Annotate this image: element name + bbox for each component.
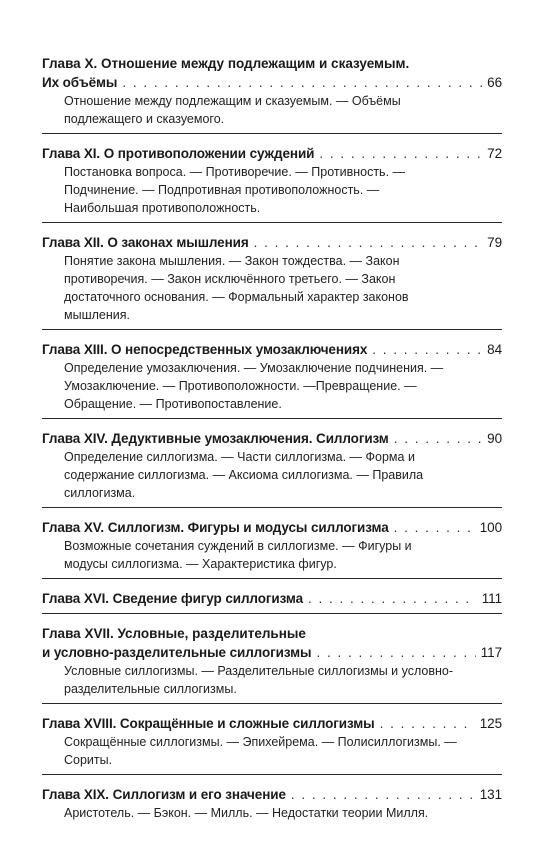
toc-heading xyxy=(42,340,502,359)
page-number: 125 xyxy=(479,716,502,731)
toc-entry-xvi[interactable] xyxy=(42,589,502,614)
subtopic-line: Наибольшая противоположность. xyxy=(64,201,261,215)
page-number: 117 xyxy=(480,645,502,660)
toc-subtopics xyxy=(42,252,502,324)
toc-heading xyxy=(42,589,502,608)
subtopic-line: содержание силлогизма. — Аксиома силлогизма. — Правила xyxy=(64,468,424,482)
page-number: 84 xyxy=(487,342,502,357)
subtopic-line: Сокращённые силлогизмы. — Эпихейрема. — Полисиллогизмы. — xyxy=(64,735,457,749)
toc-heading xyxy=(42,233,502,252)
toc-heading-text: Глава XIII. О непосредственных умозаключениях xyxy=(42,342,368,357)
subtopic-line: Возможные сочетания суждений в силлогизме. — Фигуры и xyxy=(64,539,412,553)
subtopic-line: Определение силлогизма. — Части силлогизма. — Форма и xyxy=(64,450,415,464)
subtopic-line: Умозаключение. — Противоположности. —Превращение. — xyxy=(64,379,417,393)
dot-leader xyxy=(380,714,475,733)
dot-leader xyxy=(122,73,482,92)
dot-leader xyxy=(308,589,477,608)
toc-heading xyxy=(42,518,502,537)
toc-subtopics xyxy=(42,359,502,413)
toc-entry-xii[interactable] xyxy=(42,233,502,330)
subtopic-line: Подчинение. — Подпротивная противоположность. — xyxy=(64,183,380,197)
toc-heading-text: и условно-разделительные силлогизмы xyxy=(42,645,312,660)
toc-heading xyxy=(42,144,502,163)
toc-entry-xiv[interactable] xyxy=(42,429,502,508)
toc-subtopics xyxy=(42,804,502,822)
toc-subtopics xyxy=(42,163,502,217)
subtopic-line: Аристотель. — Бэкон. — Милль. — Недостатки теории Милля. xyxy=(64,806,429,820)
page-number: 131 xyxy=(479,787,502,802)
dot-leader xyxy=(316,643,475,662)
toc-heading-text: Глава XI. О противоположении суждений xyxy=(42,146,315,161)
toc-subtopics xyxy=(42,448,502,502)
toc-entry-xi[interactable] xyxy=(42,144,502,223)
toc-subtopics xyxy=(42,733,502,769)
table-of-contents xyxy=(42,54,502,837)
toc-heading-text: Глава XVIII. Сокращённые и сложные силлогизмы xyxy=(42,716,375,731)
toc-heading-text: Глава XV. Силлогизм. Фигуры и модусы силлогизма xyxy=(42,520,389,535)
subtopic-line: Сориты. xyxy=(64,753,113,767)
subtopic-line: мышления. xyxy=(64,308,130,322)
toc-entry-xix[interactable] xyxy=(42,785,502,827)
subtopic-line: Отношение между подлежащим и сказуемым. — Объёмы xyxy=(64,94,401,108)
toc-entry-xiii[interactable] xyxy=(42,340,502,419)
subtopic-line: Условные силлогизмы. — Разделительные силлогизмы и условно- xyxy=(64,664,454,678)
toc-heading xyxy=(42,714,502,733)
toc-entry-xviii[interactable] xyxy=(42,714,502,775)
toc-heading xyxy=(42,643,502,662)
dot-leader xyxy=(394,429,482,448)
toc-heading-line: Глава X. Отношение между подлежащим и сказуемым. xyxy=(42,56,410,71)
page-number: 72 xyxy=(487,146,502,161)
page-number: 79 xyxy=(487,235,502,250)
page-number: 90 xyxy=(487,431,502,446)
toc-heading-text: Глава XII. О законах мышления xyxy=(42,235,249,250)
subtopic-line: силлогизма. xyxy=(64,486,136,500)
toc-entry-xvii[interactable] xyxy=(42,624,502,704)
toc-heading xyxy=(42,73,502,92)
toc-subtopics xyxy=(42,537,502,573)
subtopic-line: подлежащего и сказуемого. xyxy=(64,112,225,126)
subtopic-line: разделительные силлогизмы. xyxy=(64,682,237,696)
toc-heading-text: Глава XIX. Силлогизм и его значение xyxy=(42,787,286,802)
subtopic-line: достаточного основания. — Формальный характер законов xyxy=(64,290,409,304)
toc-entry-xv[interactable] xyxy=(42,518,502,579)
page-number: 66 xyxy=(487,75,502,90)
toc-heading-line: Глава XVII. Условные, разделительные xyxy=(42,626,306,641)
subtopic-line: Обращение. — Противопоставление. xyxy=(64,397,282,411)
toc-heading-text: Глава XVI. Сведение фигур силлогизма xyxy=(42,591,303,606)
page-number: 100 xyxy=(479,520,502,535)
toc-heading xyxy=(42,429,502,448)
subtopic-line: Понятие закона мышления. — Закон тождества. — Закон xyxy=(64,254,400,268)
subtopic-line: Определение умозаключения. — Умозаключение подчинения. — xyxy=(64,361,444,375)
toc-heading xyxy=(42,785,502,804)
toc-subtopics xyxy=(42,92,502,128)
dot-leader xyxy=(319,144,482,163)
dot-leader xyxy=(372,340,482,359)
toc-heading-text: Глава XIV. Дедуктивные умозаключения. Силлогизм xyxy=(42,431,389,446)
subtopic-line: модусы силлогизма. — Характеристика фигур. xyxy=(64,557,337,571)
page-number: 111 xyxy=(481,591,502,606)
subtopic-line: противоречия. — Закон исключённого третьего. — Закон xyxy=(64,272,396,286)
dot-leader xyxy=(291,785,475,804)
dot-leader xyxy=(254,233,483,252)
toc-heading-text: Их объёмы xyxy=(42,75,118,90)
toc-subtopics xyxy=(42,662,502,698)
subtopic-line: Постановка вопроса. — Противоречие. — Противность. — xyxy=(64,165,406,179)
dot-leader xyxy=(394,518,475,537)
toc-entry-x[interactable] xyxy=(42,54,502,134)
